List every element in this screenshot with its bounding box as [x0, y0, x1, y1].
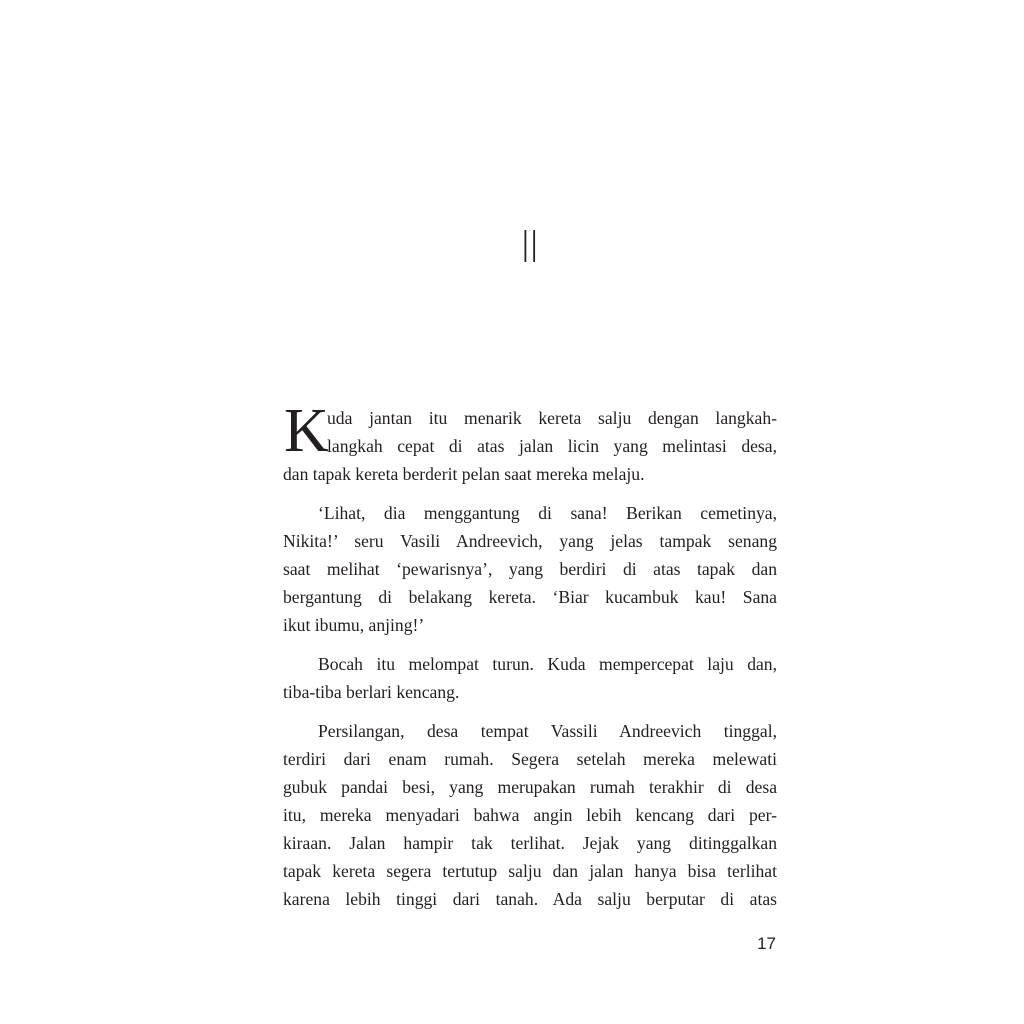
text-line: saat melihat ‘pewarisnya’, yang berdiri di atas tapak dan: [283, 559, 777, 579]
text-line: kiraan. Jalan hampir tak terlihat. Jejak yang ditinggalkan: [283, 833, 777, 853]
text-line: tiba-tiba berlari kencang.: [283, 682, 460, 702]
text-line: Bocah itu melompat turun. Kuda mempercepat laju dan,: [318, 654, 777, 674]
text-line: Nikita!’ seru Vasili Andreevich, yang jelas tampak senang: [283, 531, 777, 551]
text-line: Persilangan, desa tempat Vassili Andreevich tinggal,: [318, 721, 777, 741]
text-line: gubuk pandai besi, yang merupakan rumah terakhir di desa: [283, 777, 777, 797]
paragraph: [283, 650, 777, 706]
text-line: karena lebih tinggi dari tanah. Ada salju berputar di atas: [283, 889, 777, 909]
text-line: tapak kereta segera tertutup salju dan jalan hanya bisa terlihat: [283, 861, 777, 881]
text-line: dan tapak kereta berderit pelan saat mereka melaju.: [283, 464, 645, 484]
page-number: 17: [757, 934, 776, 953]
paragraph: [283, 499, 777, 639]
chapter-number: II: [520, 222, 538, 273]
text-line: bergantung di belakang kereta. ‘Biar kucambuk kau! Sana: [283, 587, 777, 607]
body-text: [283, 397, 777, 924]
text-line: uda jantan itu menarik kereta salju dengan langkah-: [327, 408, 777, 428]
text-line: ikut ibumu, anjing!’: [283, 615, 425, 635]
paragraph: [283, 717, 777, 913]
text-line: ‘Lihat, dia menggantung di sana! Berikan cemetinya,: [318, 503, 777, 523]
text-line: langkah cepat di atas jalan licin yang melintasi desa,: [327, 436, 777, 456]
paragraph: [283, 397, 777, 488]
text-line: terdiri dari enam rumah. Segera setelah mereka melewati: [283, 749, 777, 769]
text-line: itu, mereka menyadari bahwa angin lebih kencang dari per-: [283, 805, 777, 825]
drop-cap: K: [284, 397, 329, 465]
